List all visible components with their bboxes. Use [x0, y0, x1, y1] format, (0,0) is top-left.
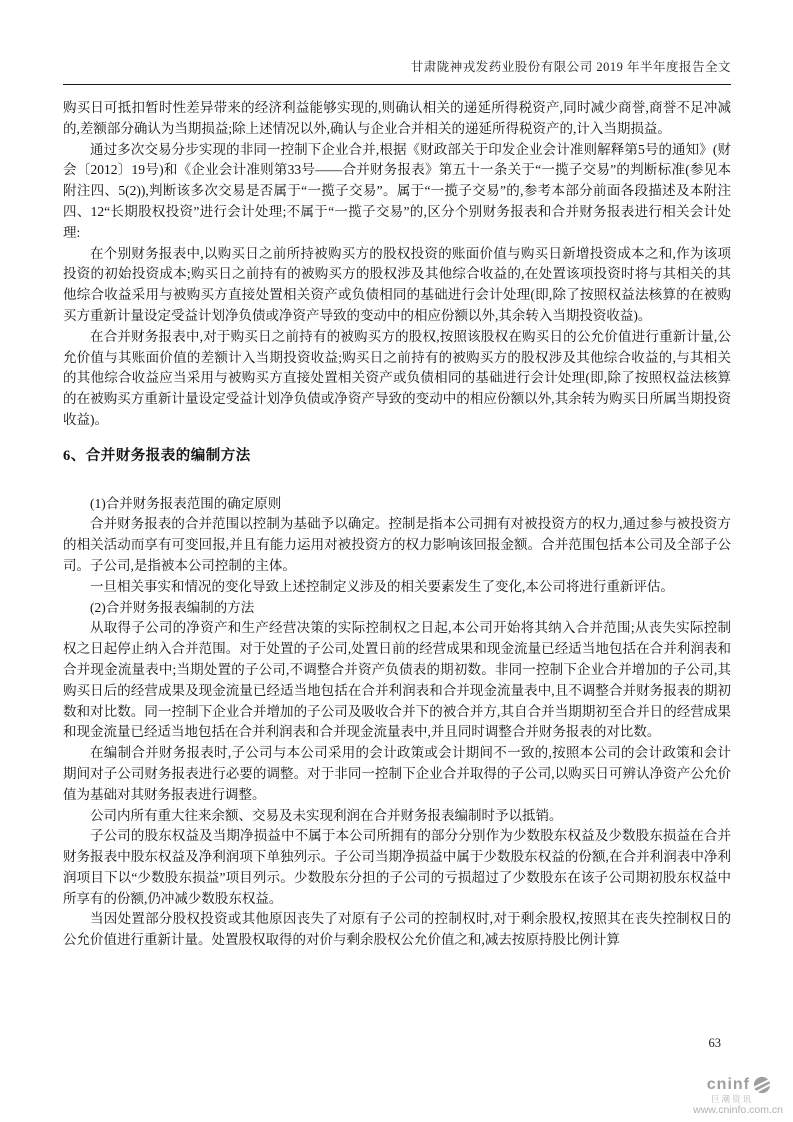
body-paragraph: 在编制合并财务报表时,子公司与本公司采用的会计政策或会计期间不一致的,按照本公司的会计政策和会计期间对子公司财务报表进行必要的调整。对于非同一控制下企业合并取得的子公司,以购买日可辨认净资产公允价值为基础对其财务报表进行调整。	[63, 745, 731, 802]
body-paragraph: 子公司的股东权益及当期净损益中不属于本公司所拥有的部分分别作为少数股东权益及少数股东损益在合并财务报表中股东权益及净利润项下单独列示。子公司当期净损益中属于少数股东权益的份额,在合并利润表中净利润项目下以“少数股东损益”项目列示。少数股东分担的子公司的亏损超过了少数股东在该子公司期初股东权益中所享有的份额,仍冲减少数股东权益。	[63, 828, 731, 906]
cninfo-logo	[693, 1076, 787, 1117]
body-paragraph: 当因处置部分股权投资或其他原因丧失了对原有子公司的控制权时,对于剩余股权,按照其在丧失控制权日的公允价值进行重新计量。处置股权取得的对价与剩余股权公允价值之和,减去按原持股比例计算	[63, 911, 731, 948]
body-paragraph: 从取得子公司的净资产和生产经营决策的实际控制权之日起,本公司开始将其纳入合并范围;从丧失实际控制权之日起停止纳入合并范围。对于处置的子公司,处置日前的经营成果和现金流量已经适当地包括在合并利润表和合并现金流量表中;当期处置的子公司,不调整合并资产负债表的期初数。非同一控制下企业合并增加的子公司,其购买日后的经营成果及现金流量已经适当地包括在合并利润表和合并现金流量表中,且不调整合并财务报表的期初数和对比数。同一控制下企业合并增加的子公司及吸收合并下的被合并方,其自合并当期期初至合并日的经营成果和现金流量已经适当地包括在合并利润表和合并现金流量表中,并且同时调整合并财务报表的对比数。	[63, 620, 731, 740]
body-paragraph: 公司内所有重大往来余额、交易及未实现利润在合并财务报表编制时予以抵销。	[90, 807, 563, 823]
body-paragraph: 合并财务报表的合并范围以控制为基础予以确定。控制是指本公司拥有对被投资方的权力,通过参与被投资方的相关活动而享有可变回报,并且有能力运用对被投资方的权力影响该回报金额。合并范围包括本公司及全部子公司。子公司,是指被本公司控制的主体。	[63, 516, 731, 573]
subsection-title: (1)合并财务报表范围的确定原则	[90, 495, 282, 511]
section-heading: 6、合并财务报表的编制方法	[63, 447, 251, 464]
cninfo-brand-text: cninf	[706, 1076, 750, 1094]
cninfo-chinese-name: 巨潮资讯	[710, 1094, 753, 1104]
body-paragraph: 购买日可抵扣暂时性差异带来的经济利益能够实现的,则确认相关的递延所得税资产,同时减少商誉,商誉不足冲减的,差额部分确认为当期损益;除上述情况以外,确认与企业合并相关的递延所得税资产的,计入当期损益。	[63, 100, 731, 136]
body-paragraph: 通过多次交易分步实现的非同一控制下企业合并,根据《财政部关于印发企业会计准则解释第5号的通知》(财会〔2012〕19号)和《企业会计准则第33号——合并财务报表》第五十一条关于“一揽子交易”的判断标准(参见本附注四、5(2)),判断该多次交易是否属于“一揽子交易”。属于“一揽子交易”的,参考本部分前面各段描述及本附注四、12“长期股权投资”进行会计处理;不属于“一揽子交易”的,区分个别财务报表和合并财务报表进行相关会计处理:	[63, 141, 731, 240]
page-number: 63	[708, 1036, 721, 1050]
subsection-title: (2)合并财务报表编制的方法	[90, 599, 255, 615]
page-header	[63, 57, 731, 85]
cninfo-url: www.cninfo.com.cn	[693, 1104, 783, 1117]
report-title: 甘肃陇神戎发药业股份有限公司 2019 年半年度报告全文	[410, 60, 731, 74]
report-body	[63, 98, 731, 951]
body-paragraph: 在合并财务报表中,对于购买日之前持有的被购买方的股权,按照该股权在购买日的公允价值进行重新计量,公允价值与其账面价值的差额计入当期投资收益;购买日之前持有的被购买方的股权涉及其他综合收益的,与其相关的其他综合收益应当采用与被购买方直接处置相关资产或负债相同的基础进行会计处理(即,除了按照权益法核算的在被购买方重新计量设定受益计划净负债或净资产导致的变动中的相应份额以外,其余转为购买日所属当期投资收益)。	[63, 328, 731, 427]
cninfo-swirl-icon	[753, 1076, 771, 1094]
body-paragraph: 在个别财务报表中,以购买日之前所持被购买方的股权投资的账面价值与购买日新增投资成本之和,作为该项投资的初始投资成本;购买日之前持有的被购买方的股权涉及其他综合收益的,在处置该项投资时将与其相关的其他综合收益采用与被购买方直接处置相关资产或负债相同的基础进行会计处理(即,除了按照权益法核算的在被购买方重新计量设定受益计划净负债或净资产导致的变动中的相应份额以外,其余转入当期投资收益)。	[63, 245, 731, 323]
cninfo-logo-row	[707, 1076, 771, 1094]
body-paragraph: 一旦相关事实和情况的变化导致上述控制定义涉及的相关要素发生了变化,本公司将进行重新评估。	[90, 578, 674, 594]
